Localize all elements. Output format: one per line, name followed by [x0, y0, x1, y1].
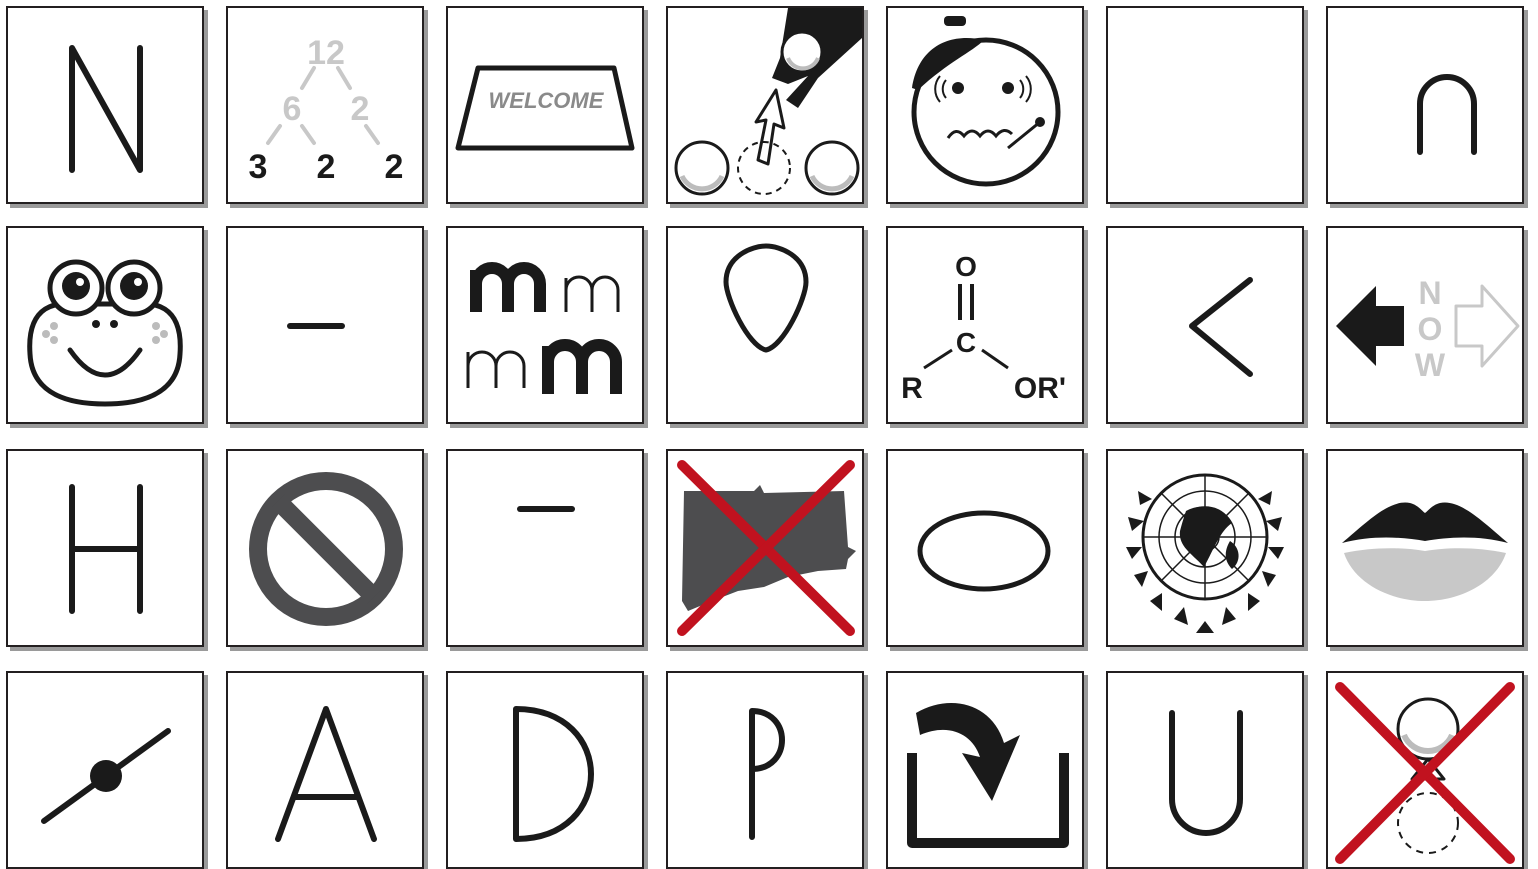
tree-leaf-number: 2 [316, 148, 336, 186]
card-hand-pick-ball[interactable] [666, 6, 864, 204]
prohibited-icon [228, 451, 422, 645]
card-oval[interactable] [886, 449, 1084, 647]
doormat-icon [448, 8, 642, 202]
letter-d-icon [448, 673, 642, 867]
card-letter-h[interactable] [6, 449, 204, 647]
ester-formula-icon [888, 228, 1082, 422]
macron-icon [448, 451, 642, 645]
sick-face-icon [888, 8, 1082, 202]
card-drop-into-box[interactable] [886, 671, 1084, 869]
card-blank[interactable] [1106, 6, 1304, 204]
factor-tree-icon [228, 8, 422, 202]
letter-m-sizes-icon [448, 228, 642, 422]
card-letter-a[interactable] [226, 671, 424, 869]
tree-leaf-number: 3 [248, 148, 268, 186]
segment-point-icon [8, 673, 202, 867]
letter-n-icon [8, 8, 202, 202]
tree-mid-right-number: 2 [350, 90, 370, 128]
card-minus[interactable] [226, 226, 424, 424]
ball-crossed-icon [1328, 673, 1522, 867]
card-frog-face[interactable] [6, 226, 204, 424]
frog-face-icon [8, 228, 202, 422]
card-ester-formula[interactable] [886, 226, 1084, 424]
hand-pick-ball-icon [668, 8, 862, 202]
card-ball-crossed[interactable] [1326, 671, 1524, 869]
tree-leaf-number: 2 [384, 148, 404, 186]
card-prohibited[interactable] [226, 449, 424, 647]
card-macron[interactable] [446, 449, 644, 647]
card-letter-m-sizes[interactable] [446, 226, 644, 424]
letter-a-icon [228, 673, 422, 867]
tree-mid-left-number: 6 [282, 90, 302, 128]
card-letter-n-lowercase[interactable] [1326, 6, 1524, 204]
card-now-arrows[interactable] [1326, 226, 1524, 424]
drop-into-box-icon [888, 673, 1082, 867]
connecticut-crossed-icon [668, 451, 862, 645]
minus-icon [228, 228, 422, 422]
card-lips[interactable] [1326, 449, 1524, 647]
ester-or-group: OR' [1013, 372, 1067, 405]
guitar-pick-icon [668, 228, 862, 422]
card-doormat[interactable] [446, 6, 644, 204]
card-letter-d[interactable] [446, 671, 644, 869]
tree-top-number: 12 [307, 34, 345, 72]
letter-n-lowercase-icon [1328, 8, 1522, 202]
less-than-icon [1108, 228, 1302, 422]
now-letter: O [1417, 311, 1443, 347]
letter-h-icon [8, 451, 202, 645]
card-factor-tree[interactable] [226, 6, 424, 204]
ester-r-group: R [901, 372, 923, 405]
now-letter: N [1418, 275, 1442, 311]
now-arrows-icon [1328, 228, 1522, 422]
ester-oxygen: O [955, 251, 977, 282]
card-letter-n[interactable] [6, 6, 204, 204]
letter-u-icon [1108, 673, 1302, 867]
card-letter-u[interactable] [1106, 671, 1304, 869]
ester-carbon: C [955, 327, 977, 358]
card-less-than[interactable] [1106, 226, 1304, 424]
oval-icon [888, 451, 1082, 645]
card-connecticut-crossed[interactable] [666, 449, 864, 647]
letter-p-icon [668, 673, 862, 867]
united-nations-emblem-icon [1108, 451, 1302, 645]
card-letter-p[interactable] [666, 671, 864, 869]
lips-icon [1328, 451, 1522, 645]
now-letter: W [1414, 347, 1446, 383]
doormat-text: WELCOME [488, 88, 604, 113]
card-un-emblem[interactable] [1106, 449, 1304, 647]
card-segment-point[interactable] [6, 671, 204, 869]
card-sick-face[interactable] [886, 6, 1084, 204]
card-guitar-pick[interactable] [666, 226, 864, 424]
